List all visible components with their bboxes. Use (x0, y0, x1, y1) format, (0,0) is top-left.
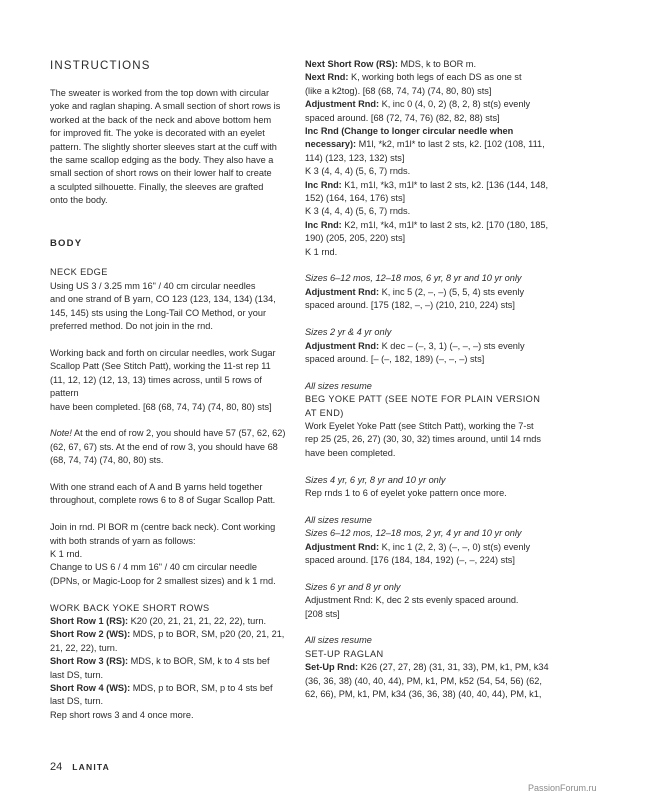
working-back-paragraph: Working back and forth on circular needles, work Sugar Scallop Patt (See Stitch Patt), working the 11-st rep 11 (11, 12, 12) (12, 13, 13) times across, until 5 rows of pattern have been completed. [68 (68, 74, 74) (74, 80, 80) sts] (50, 347, 276, 412)
next-rnd: Next Rnd: K, working both legs of each DS as one st (like a k2tog). [68 (68, 74, 74) (74, 80, 80) sts] (305, 72, 522, 96)
page-footer (50, 760, 110, 774)
short-row-4: Short Row 4 (WS): MDS, p to BOR, SM, p to 4 sts bef last DS, turn. (50, 682, 273, 707)
intro-paragraph: The sweater is worked from the top down with circular yoke and raglan shaping. A small section of short rows is worked at the back of the neck and above bottom hem for improved fit. The yoke is decorated with an eyelet pattern. The slightly shorter sleeves start at the cuff with the same scallop edging as the body. They also have a small section of short rows on their lower half to create a sculpted silhouette. Finally, the sleeves are grafted onto the body. (50, 88, 281, 206)
right-column (305, 58, 557, 701)
inc-rnd-3: Inc Rnd: K2, m1l, *k4, m1l* to last 2 sts, k2. [170 (180, 185, 190) (205, 205, 220) sts] K 1 rnd. (305, 219, 549, 257)
neck-edge-heading: NECK EDGE (50, 267, 108, 278)
adjustment-rnd-1: Adjustment Rnd: K, inc 0 (4, 0, 2) (8, 2, 8) st(s) evenly spaced around. [68 (72, 74, 76) (82, 82, 88) sts] (305, 99, 531, 123)
sizes-note-2: Sizes 2 yr & 4 yr only (305, 327, 392, 338)
watermark: PassionForum.ru (528, 783, 597, 793)
beg-yoke-heading: BEG YOKE PATT (SEE NOTE FOR PLAIN VERSION AT END) (305, 394, 541, 418)
all-sizes-resume-1: All sizes resume (305, 380, 372, 391)
repeat-short-rows: Rep short rows 3 and 4 once more. (50, 709, 194, 720)
sizes-note-3: Sizes 4 yr, 6 yr, 8 yr and 10 yr only (305, 474, 446, 485)
short-row-1: Short Row 1 (RS): K20 (20, 21, 21, 21, 22, 22), turn. (50, 615, 266, 626)
neck-edge-paragraph: Using US 3 / 3.25 mm 16" / 40 cm circular needles and one strand of B yarn, CO 123 (123, 134, 134) (134, 145, 145) sts using the Long-Tail CO Method, or your preferred method. Do not join in the rnd. (50, 280, 276, 332)
page-number: 24 (50, 761, 63, 773)
adjustment-rnd-5: Adjustment Rnd: K, dec 2 sts evenly spaced around. [208 sts] (305, 595, 519, 619)
setup-raglan-heading: SET-UP RAGLAN (305, 648, 384, 659)
all-sizes-resume-3: All sizes resume (305, 635, 372, 646)
join-paragraph: Join in rnd. Pl BOR m (centre back neck). Cont working with both strands of yarn as follows: K 1 rnd. Change to US 6 / 4 mm 16" / 40 cm circular needle (DPNs, or Magic-Loop for 2 smallest sizes) and k 1 rnd. (50, 522, 276, 586)
sizes-note-1: Sizes 6–12 mos, 12–18 mos, 6 yr, 8 yr and 10 yr only (305, 273, 522, 284)
brand-name: LANITA (72, 762, 110, 772)
short-rows-heading: WORK BACK YOKE SHORT ROWS (50, 602, 210, 613)
repeat-rnds: Rep rnds 1 to 6 of eyelet yoke pattern once more. (305, 487, 507, 498)
eyelet-paragraph: Work Eyelet Yoke Patt (see Stitch Patt), working the 7-st rep 25 (25, 26, 27) (30, 30, 32) times around, until 14 rnds have been completed. (305, 420, 541, 458)
left-column (50, 87, 292, 722)
note-paragraph: Note! At the end of row 2, you should have 57 (57, 62, 62) (62, 67, 67) sts. At the end of row 3, you should have 68 (68, 74, 74) (74, 80, 80) sts. (50, 428, 286, 466)
adjustment-rnd-2: Adjustment Rnd: K, inc 5 (2, –, –) (5, 5, 4) sts evenly spaced around. [175 (182, –, –) (210, 210, 224) sts] (305, 286, 525, 311)
short-row-2: Short Row 2 (WS): MDS, p to BOR, SM, p20 (20, 21, 21, 21, 22, 22), turn. (50, 629, 285, 653)
sizes-note-5: Sizes 6 yr and 8 yr only (305, 581, 401, 592)
sizes-note-4: Sizes 6–12 mos, 12–18 mos, 2 yr, 4 yr and 10 yr only (305, 528, 522, 539)
next-short-row: Next Short Row (RS): MDS, k to BOR m. (305, 59, 477, 69)
inc-rnd-2: Inc Rnd: K1, m1l, *k3, m1l* to last 2 sts, k2. [136 (144, 148, 152) (164, 164, 176) sts] K 3 (4, 4, 4) (5, 6, 7) rnds. (305, 179, 549, 217)
one-strand-paragraph: With one strand each of A and B yarns held together throughout, complete rows 6 to 8 of Sugar Scallop Patt. (50, 481, 276, 506)
adjustment-rnd-4: Adjustment Rnd: K, inc 1 (2, 2, 3) (–, –, 0) st(s) evenly spaced around. [176 (184, 184, 192) (–, –, 224) sts] (305, 541, 531, 565)
short-row-3: Short Row 3 (RS): MDS, k to BOR, SM, k to 4 sts bef last DS, turn. (50, 656, 270, 680)
all-sizes-resume-2: All sizes resume (305, 514, 372, 525)
adjustment-rnd-3: Adjustment Rnd: K dec – (–, 3, 1) (–, –, –) sts evenly spaced around. [– (–, 182, 189) (–, –, –) sts] (305, 340, 525, 364)
section-heading-instructions: INSTRUCTIONS (50, 60, 151, 72)
body-heading: BODY (50, 238, 83, 250)
setup-rnd: Set-Up Rnd: K26 (27, 27, 28) (31, 31, 33), PM, k1, PM, k34 (36, 36, 38) (40, 40, 44), PM, k1, PM, k52 (54, 54, 56) (62, 62, 66), PM, k1, PM, k34 (36, 36, 38) (40, 40, 44), PM, k1, (305, 662, 549, 699)
inc-rnd-1: Inc Rnd (Change to longer circular needle when necessary): M1l, *k2, m1l* to last 2 sts, k2. [102 (108, 111, 114) (123, 123, 132) sts] K 3 (4, 4, 4) (5, 6, 7) rnds. (305, 126, 545, 177)
